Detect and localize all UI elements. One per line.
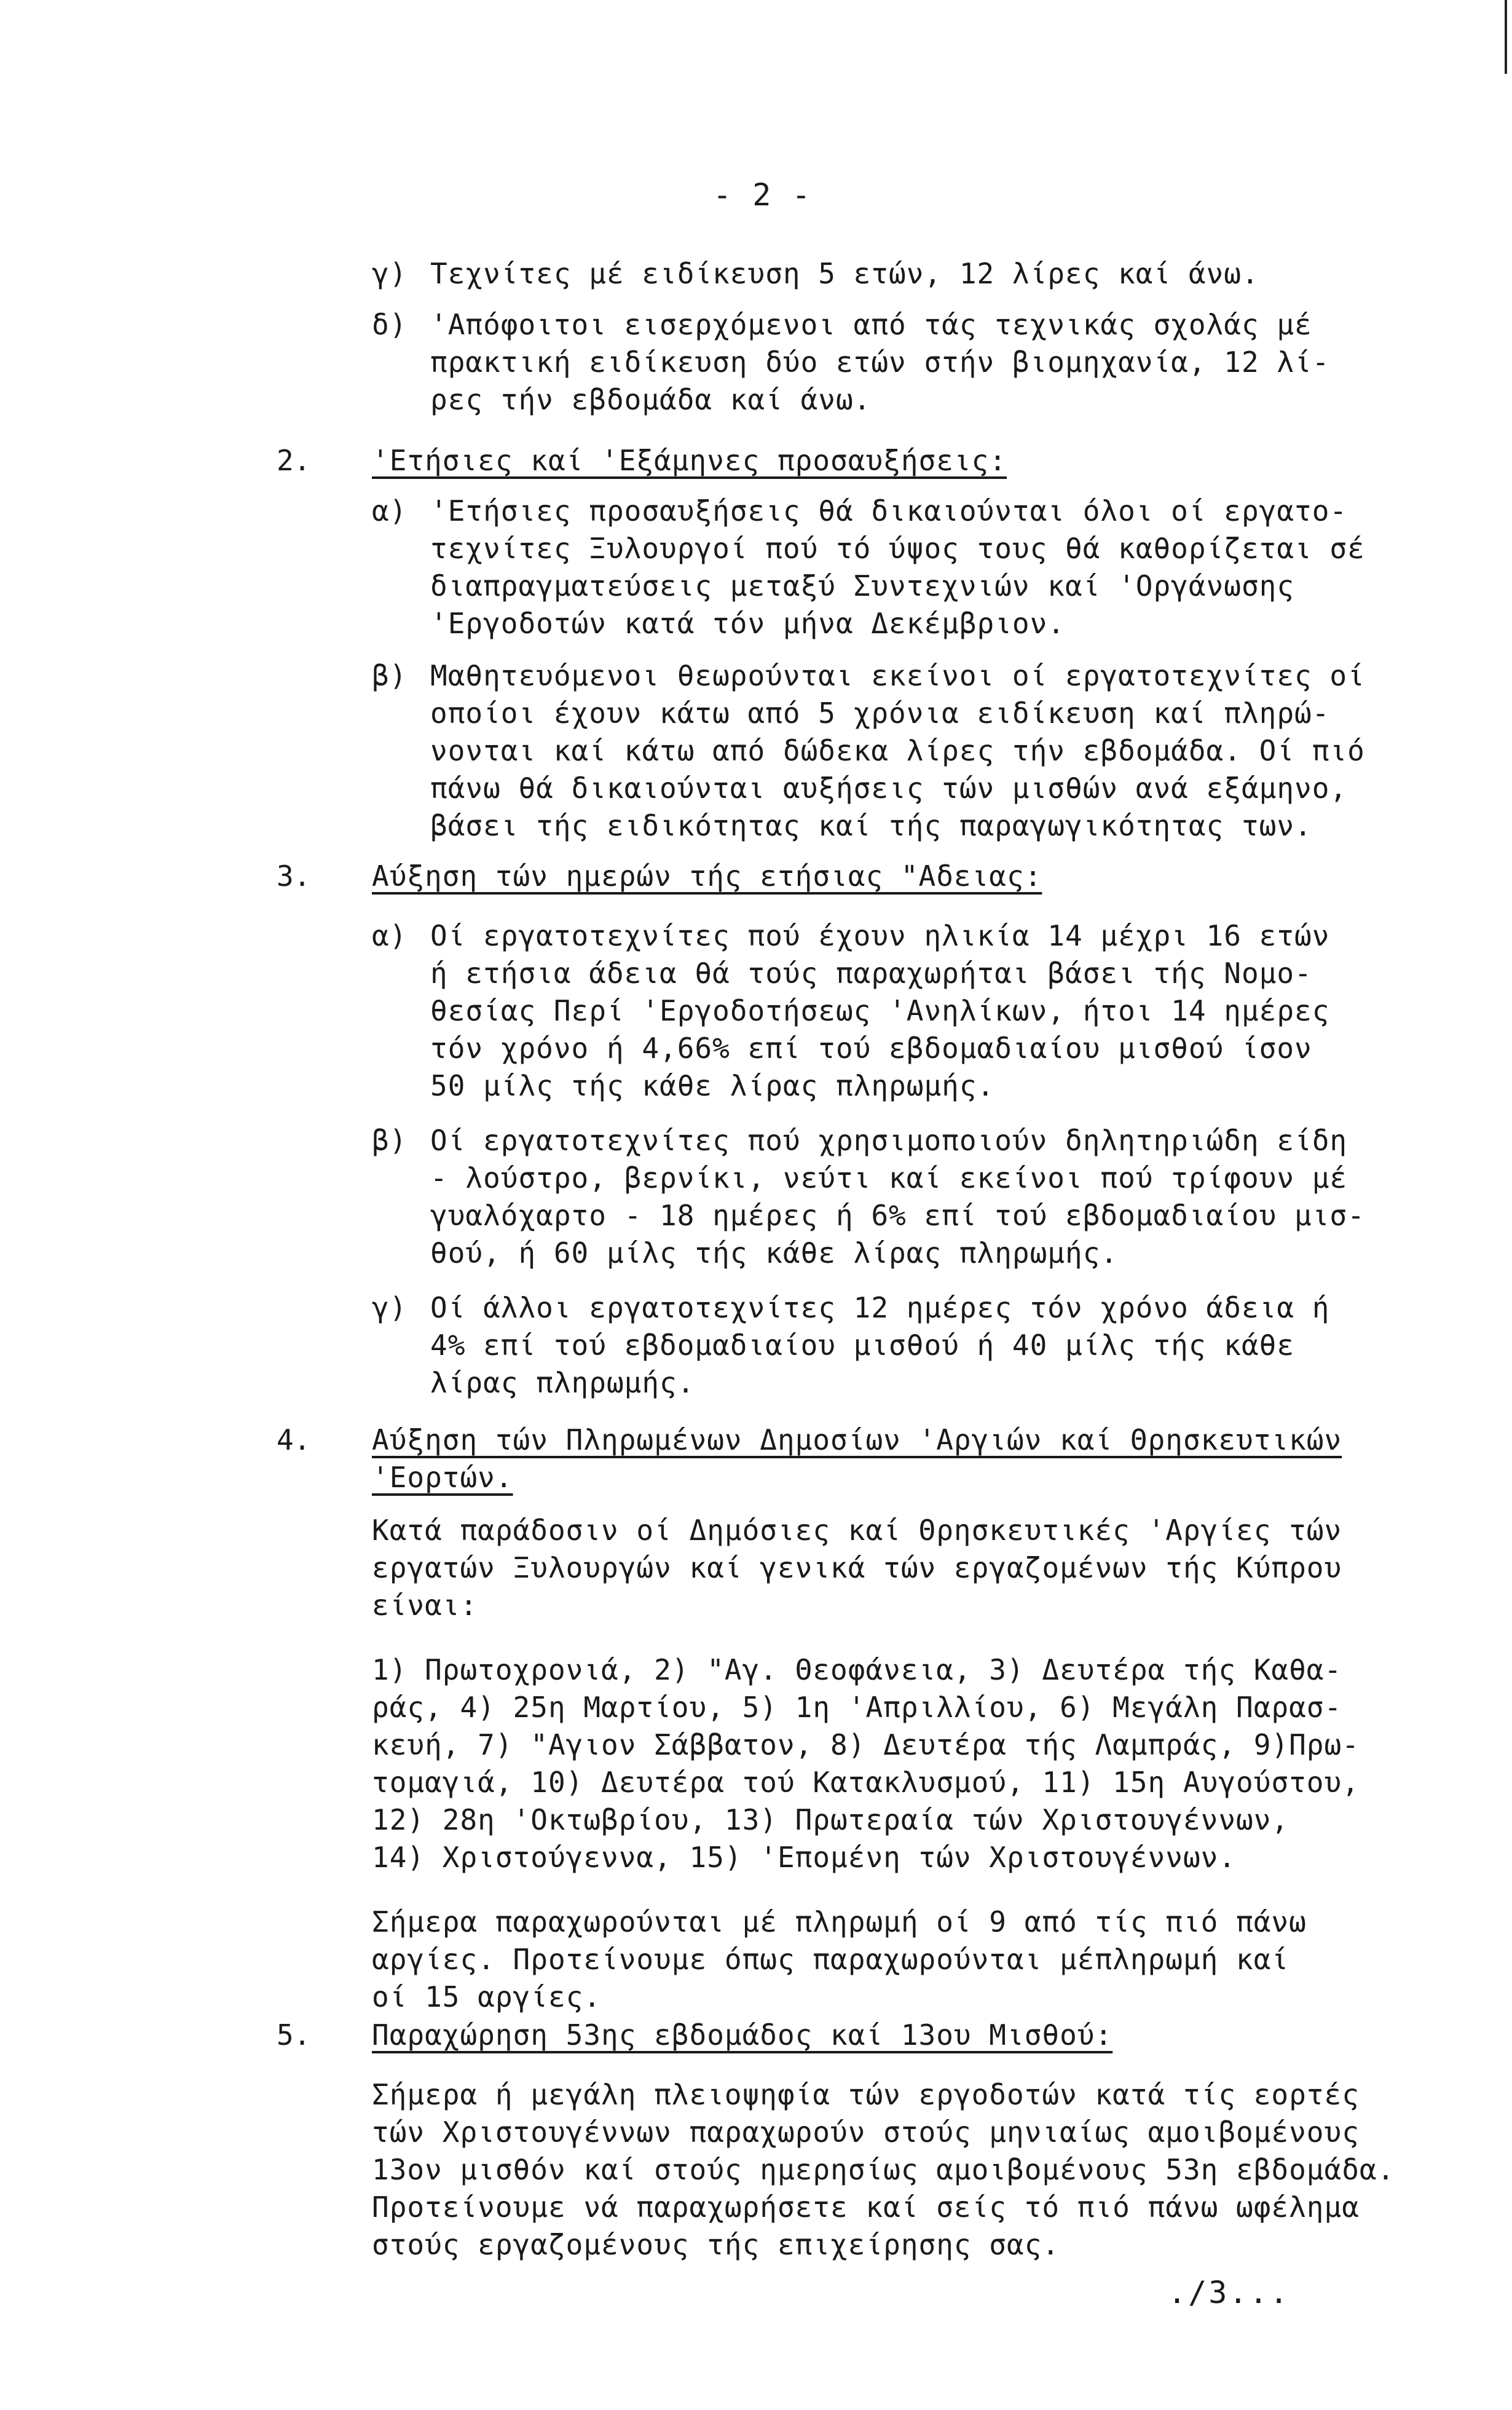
item-text-line: τόν χρόνο ή 4,66% επί τού εβδομαδιαίου μισθού ίσον [430, 1032, 1312, 1065]
item-text-line: πάνω θά δικαιούνται αυξήσεις τών μισθών ανά εξάμηνο, [430, 772, 1348, 805]
paragraph-line: 1) Πρωτοχρονιά, 2) "Αγ. Θεοφάνεια, 3) Δευτέρα τής Καθα- [372, 1653, 1342, 1686]
item-label: γ) [372, 257, 408, 290]
item-text-line: Οί εργατοτεχνίτες πού έχουν ηλικία 14 μέχρι 16 ετών [430, 919, 1330, 952]
item-text-line: τεχνίτες Ξυλουργοί πού τό ύψος τους θά καθορίζεται σέ [430, 532, 1365, 565]
item-label: γ) [372, 1291, 408, 1324]
item-label: α) [372, 919, 408, 952]
item-text-line: ή ετήσια άδεια θά τούς παραχωρήται βάσει τής Νομο- [430, 957, 1312, 990]
continuation-marker: ./3... [1168, 2275, 1290, 2310]
item-text-line: νονται καί κάτω από δώδεκα λίρες τήν εβδομάδα. Οί πιό [430, 734, 1365, 767]
paragraph-line: στούς εργαζομένους τής επιχείρησης σας. [372, 2228, 1060, 2261]
section-heading: Παραχώρηση 53ης εβδομάδος καί 13ου Μισθού: [372, 2018, 1113, 2052]
paragraph-line: Προτείνουμε νά παραχωρήσετε καί σείς τό πιό πάνω ωφέλημα [372, 2191, 1360, 2224]
paragraph-line: 12) 28η 'Οκτωβρίου, 13) Πρωτεραία τών Χριστουγέννων, [372, 1803, 1290, 1836]
section-heading: 'Εορτών. [372, 1461, 513, 1494]
item-text-line: 4% επί τού εβδομαδιαίου μισθού ή 40 μίλς τής κάθε [430, 1329, 1295, 1362]
section-number: 5. [277, 2018, 311, 2052]
item-text-line: Οί εργατοτεχνίτες πού χρησιμοποιούν δηλητηριώδη είδη [430, 1124, 1348, 1157]
margin-mark [1505, 0, 1507, 74]
paragraph-line: οί 15 αργίες. [372, 1980, 602, 2013]
paragraph-line: αργίες. Προτείνουμε όπως παραχωρούνται μέπληρωμή καί [372, 1943, 1290, 1976]
item-text-line: 50 μίλς τής κάθε λίρας πληρωμής. [430, 1069, 995, 1102]
item-text-line: πρακτική ειδίκευση δύο ετών στήν βιομηχανία, 12 λί- [430, 346, 1330, 379]
page-number: - 2 - [713, 177, 812, 213]
paragraph-line: εργατών Ξυλουργών καί γενικά τών εργαζομένων τής Κύπρου [372, 1551, 1342, 1584]
paragraph-line: τών Χριστουγέννων παραχωρούν στούς μηνιαίως αμοιβομένους [372, 2116, 1360, 2149]
item-label: α) [372, 494, 408, 527]
paragraph-line: τομαγιά, 10) Δευτέρα τού Κατακλυσμού, 11) 15η Αυγούστου, [372, 1766, 1360, 1799]
paragraph-line: Σήμερα παραχωρούνται μέ πληρωμή οί 9 από τίς πιό πάνω [372, 1905, 1307, 1938]
section-number: 3. [277, 859, 311, 893]
item-label: β) [372, 1124, 408, 1157]
paragraph-line: 13ον μισθόν καί στούς ημερησίως αμοιβομένους 53η εβδομάδα. [372, 2153, 1395, 2186]
item-text-line: θεσίας Περί 'Εργοδοτήσεως 'Ανηλίκων, ήτοι 14 ημέρες [430, 994, 1330, 1027]
item-text-line: Μαθητευόμενοι θεωρούνται εκείνοι οί εργατοτεχνίτες οί [430, 659, 1365, 692]
paragraph-line: κευή, 7) "Αγιον Σάββατον, 8) Δευτέρα τής Λαμπράς, 9)Πρω- [372, 1728, 1360, 1761]
item-text-line: 'Απόφοιτοι εισερχόμενοι από τάς τεχνικάς σχολάς μέ [430, 308, 1312, 341]
item-label: β) [372, 659, 408, 692]
section-number: 2. [277, 444, 311, 477]
paragraph-line: ράς, 4) 25η Μαρτίου, 5) 1η 'Απριλλίου, 6) Μεγάλη Παρασ- [372, 1691, 1342, 1724]
item-text-line: Τεχνίτες μέ ειδίκευση 5 ετών, 12 λίρες καί άνω. [430, 257, 1259, 290]
item-text-line: βάσει τής ειδικότητας καί τής παραγωγικότητας των. [430, 809, 1312, 842]
item-text-line: διαπραγματεύσεις μεταξύ Συντεχνιών καί 'Οργάνωσης [430, 569, 1295, 602]
item-text-line: οποίοι έχουν κάτω από 5 χρόνια ειδίκευση καί πληρώ- [430, 697, 1330, 730]
item-text-line: 'Εργοδοτών κατά τόν μήνα Δεκέμβριον. [430, 607, 1065, 640]
item-text-line: ρες τήν εβδομάδα καί άνω. [430, 383, 872, 416]
item-text-line: γυαλόχαρτο - 18 ημέρες ή 6% επί τού εβδομαδιαίου μισ- [430, 1199, 1365, 1232]
paragraph-line: είναι: [372, 1589, 478, 1622]
section-number: 4. [277, 1423, 311, 1456]
item-text-line: Οί άλλοι εργατοτεχνίτες 12 ημέρες τόν χρόνο άδεια ή [430, 1291, 1330, 1324]
paragraph-line: Κατά παράδοσιν οί Δημόσιες καί Θρησκευτικές 'Αργίες τών [372, 1514, 1342, 1547]
item-text-line: 'Ετήσιες προσαυξήσεις θά δικαιούνται όλοι οί εργατο- [430, 494, 1348, 527]
item-text-line: - λούστρο, βερνίκι, νεύτι καί εκείνοι πού τρίφουν μέ [430, 1161, 1348, 1195]
paragraph-line: 14) Χριστούγεννα, 15) 'Επομένη τών Χριστουγέννων. [372, 1841, 1237, 1874]
section-heading: Αύξηση τών ημερών τής ετήσιας "Αδειας: [372, 859, 1042, 893]
section-heading: Αύξηση τών Πληρωμένων Δημοσίων 'Αργιών καί Θρησκευτικών [372, 1423, 1342, 1456]
paragraph-line: Σήμερα ή μεγάλη πλειοψηφία τών εργοδοτών κατά τίς εορτές [372, 2078, 1360, 2111]
item-label: δ) [372, 308, 408, 341]
item-text-line: θού, ή 60 μίλς τής κάθε λίρας πληρωμής. [430, 1236, 1119, 1270]
section-heading: 'Ετήσιες καί 'Εξάμηνες προσαυξήσεις: [372, 444, 1007, 477]
item-text-line: λίρας πληρωμής. [430, 1366, 695, 1399]
